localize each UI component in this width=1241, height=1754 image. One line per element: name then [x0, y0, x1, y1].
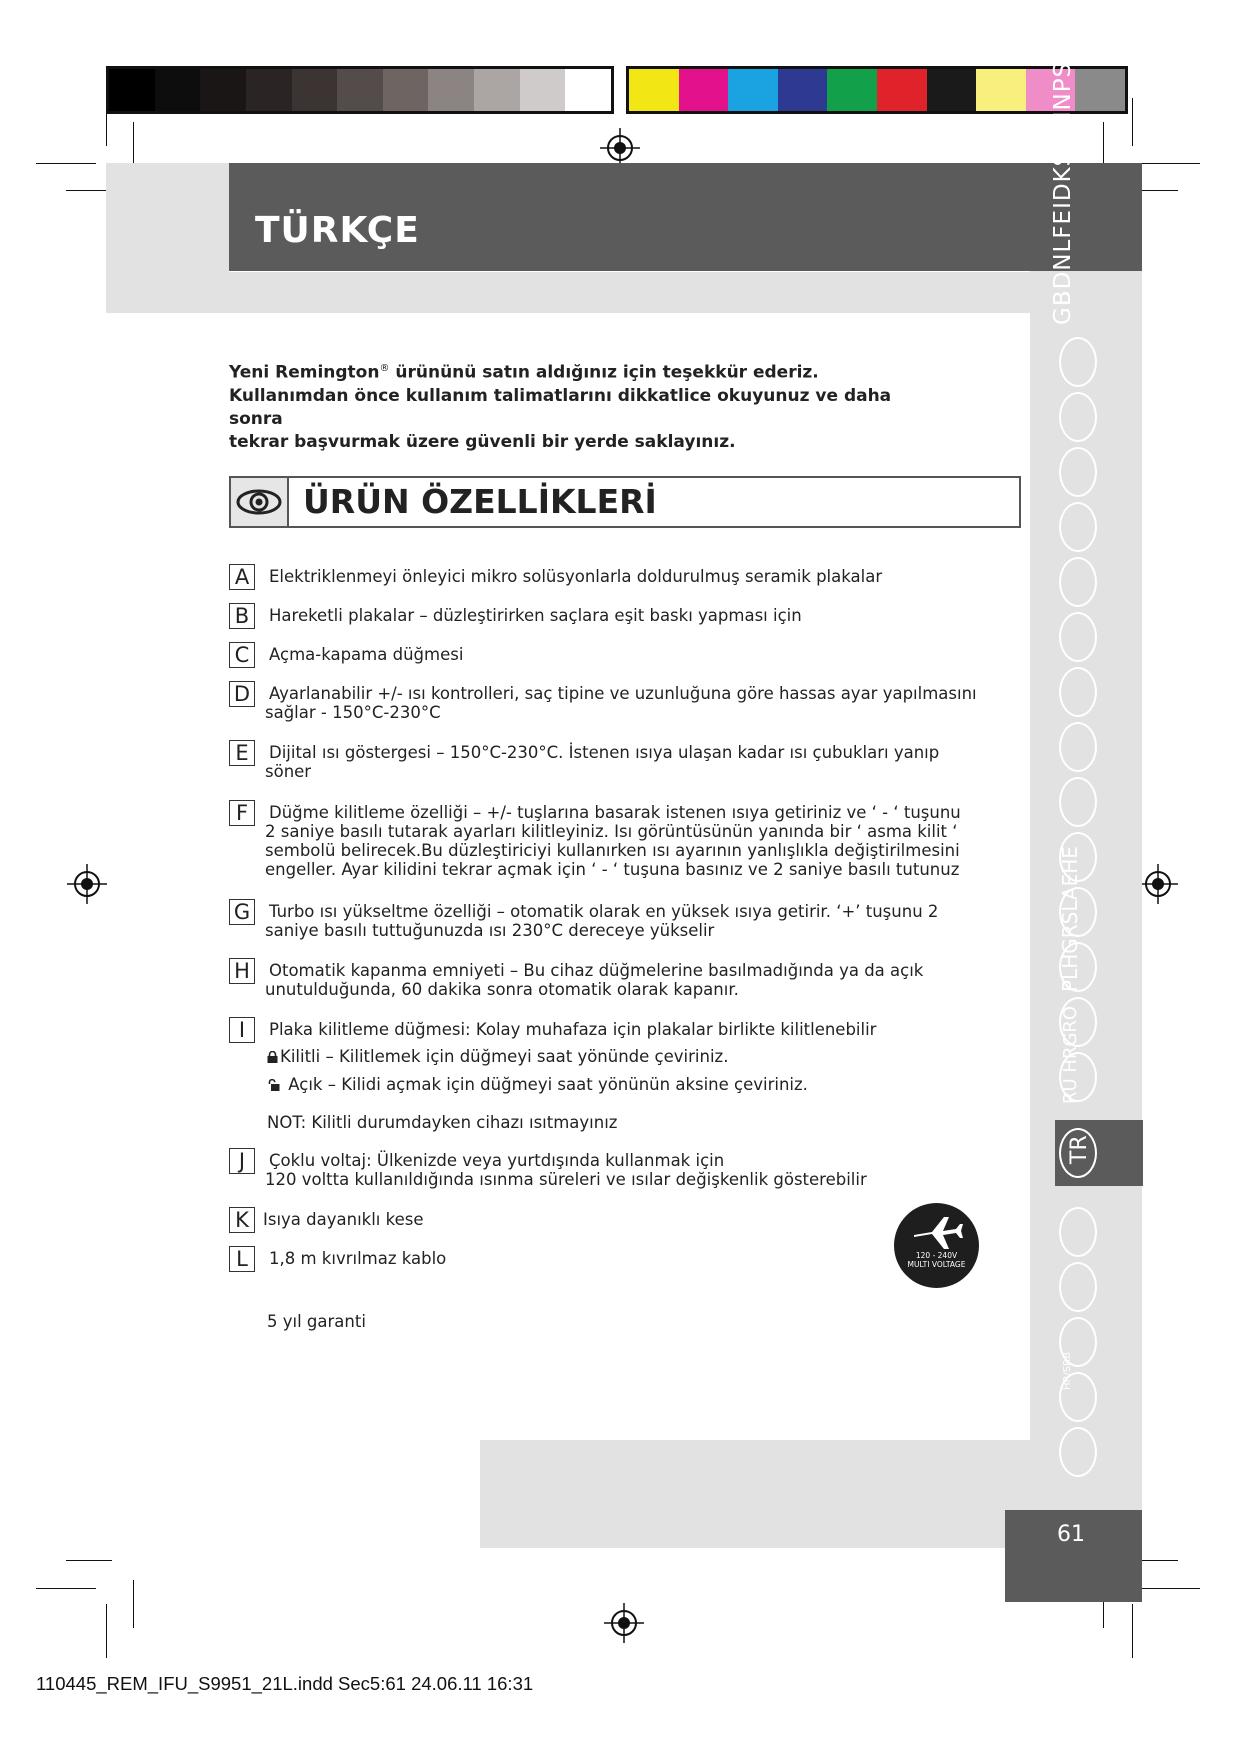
language-tabs-lower: RU HRGRO — [1060, 1005, 1081, 1104]
crop-mark — [36, 1588, 96, 1589]
language-tab[interactable] — [1059, 1427, 1097, 1477]
language-tab[interactable] — [1059, 392, 1097, 442]
multi-voltage-badge: 120 - 240V MULTI VOLTAGE — [894, 1203, 979, 1288]
language-tab[interactable] — [1059, 722, 1097, 772]
registration-mark-icon — [1138, 864, 1178, 904]
crop-mark — [1132, 1604, 1133, 1658]
language-tab[interactable] — [1059, 502, 1097, 552]
language-tab[interactable] — [1059, 557, 1097, 607]
crop-mark — [1140, 1588, 1200, 1589]
color-swatch — [679, 69, 729, 111]
gray-swatch — [155, 69, 201, 111]
crop-mark — [106, 98, 107, 146]
page-title: TÜRKÇE — [255, 210, 420, 251]
language-tab-hr-srb: HR/SRB — [1062, 1352, 1073, 1390]
registration-mark-icon — [604, 1603, 644, 1643]
language-tab[interactable] — [1059, 1262, 1097, 1312]
language-tab[interactable] — [1059, 1207, 1097, 1257]
page-frame — [106, 272, 1056, 313]
language-tab[interactable] — [1059, 777, 1097, 827]
gray-swatch — [292, 69, 338, 111]
eye-icon — [231, 478, 289, 526]
language-tab[interactable] — [1059, 667, 1097, 717]
grayscale-color-bar — [106, 66, 614, 114]
language-tab-active[interactable] — [1055, 1120, 1143, 1186]
airplane-icon — [894, 1205, 979, 1255]
gray-swatch — [337, 69, 383, 111]
registration-mark-icon — [600, 128, 640, 168]
language-tab[interactable] — [1059, 612, 1097, 662]
page-number: 61 — [1057, 1522, 1085, 1547]
unlock-instruction: Açık – Kilidi açmak için düğmeyi saat yönünün aksine çeviriniz. — [267, 1075, 808, 1094]
language-tab[interactable] — [1059, 337, 1097, 387]
language-tab[interactable] — [1059, 447, 1097, 497]
gray-swatch — [520, 69, 566, 111]
color-swatch — [827, 69, 877, 111]
lock-instruction: Kilitli – Kilitlemek için düğmeyi saat yönünde çeviriniz. — [267, 1047, 728, 1066]
warranty-text: 5 yıl garanti — [267, 1312, 366, 1331]
lock-open-icon — [267, 1079, 281, 1091]
gray-swatch — [428, 69, 474, 111]
crop-mark — [66, 1560, 112, 1561]
gray-swatch — [565, 69, 611, 111]
language-tabs-middle: PLHGRSLAEHE — [1058, 846, 1082, 992]
gray-swatch — [383, 69, 429, 111]
color-swatch — [728, 69, 778, 111]
color-swatch — [927, 69, 977, 111]
lock-closed-icon — [267, 1051, 278, 1063]
language-tabs-top: GBDNLFEIDKSNFINPSKCZ — [1050, 13, 1076, 325]
color-swatch — [778, 69, 828, 111]
intro-text: Yeni Remington® ürününü satın aldığınız için teşekkür ederiz. Kullanımdan önce kullanım talimatlarını dikkatlice okuyunuz ve daha sonra tekrar başvurmak üzere güvenli bir yerde saklayınız. — [229, 362, 892, 452]
color-swatch — [629, 69, 679, 111]
crop-mark — [106, 1604, 107, 1658]
crop-mark — [1132, 98, 1133, 146]
gray-swatch — [474, 69, 520, 111]
crop-mark — [1140, 163, 1200, 164]
gray-swatch — [246, 69, 292, 111]
print-slug: 110445_REM_IFU_S9951_21L.indd Sec5:61 24.06.11 16:31 — [36, 1673, 534, 1694]
note-text: NOT: Kilitli durumdayken cihazı ısıtmayınız — [267, 1113, 618, 1132]
section-heading — [229, 476, 1021, 528]
registration-mark-icon — [67, 864, 107, 904]
gray-swatch — [109, 69, 155, 111]
color-swatch — [976, 69, 1026, 111]
section-title: ÜRÜN ÖZELLİKLERİ — [303, 482, 657, 521]
crop-mark — [133, 1580, 134, 1628]
gray-swatch — [200, 69, 246, 111]
language-tab-label: TR — [1067, 1135, 1092, 1164]
crop-mark — [36, 163, 96, 164]
color-swatch — [877, 69, 927, 111]
